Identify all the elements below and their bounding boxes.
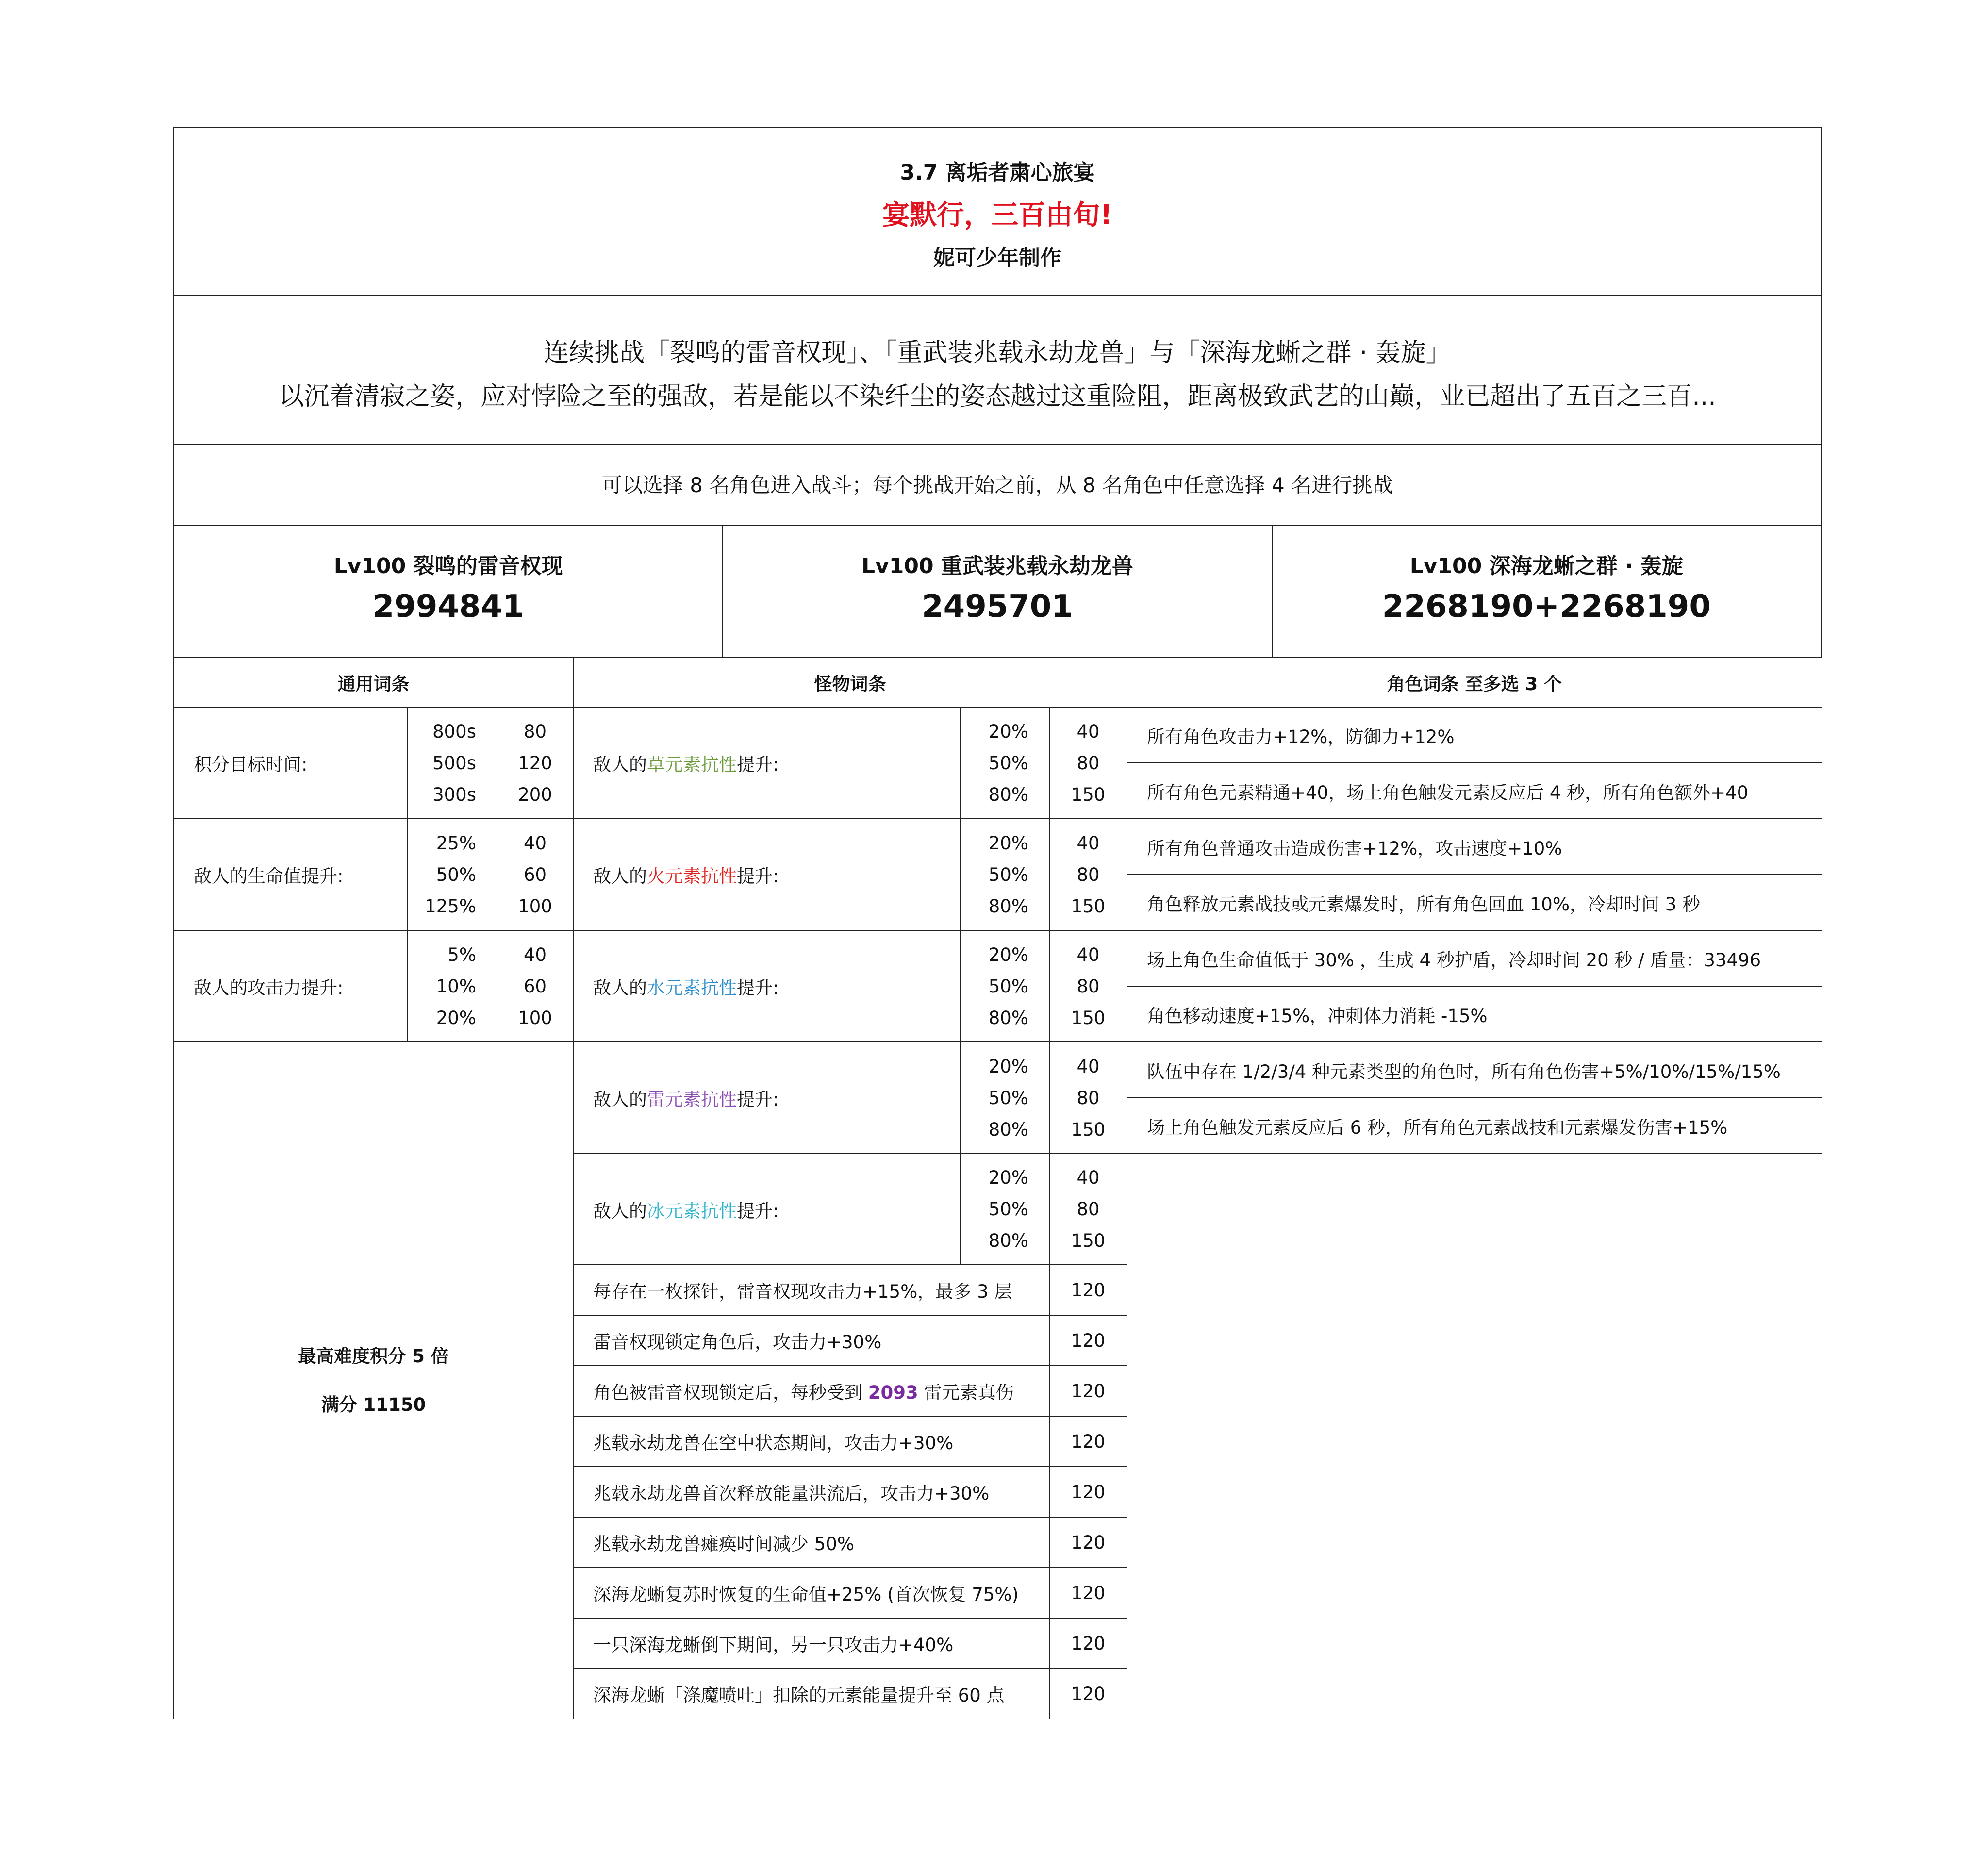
- boss-2: [722, 526, 1271, 657]
- monster-special: 深海龙蜥复苏时恢复的生命值+25% (首次恢复 75%): [573, 1568, 1049, 1618]
- monster-resist-water: 敌人的水元素抗性提升:: [573, 930, 960, 1042]
- monster-special: 深海龙蜥「涤魔喷吐」扣除的元素能量提升至 60 点: [573, 1669, 1049, 1719]
- boss-row: [173, 525, 1822, 657]
- general-points: 40 60 100: [497, 930, 573, 1042]
- monster-special: 兆载永劫龙兽瘫痪时间减少 50%: [573, 1517, 1049, 1568]
- modifier-table: [173, 657, 1822, 1719]
- intro-line-2: 以沉着清寂之姿，应对悖险之至的强敌，若是能以不染纤尘的姿态越过这重险阻，距离极致武艺的山巅，业已超出了五百之三百...: [279, 382, 1716, 411]
- monster-resist-cryo: 敌人的冰元素抗性提升:: [573, 1154, 960, 1265]
- boss-name: Lv100 重武装兆载永劫龙兽: [861, 554, 1133, 578]
- resist-points: 40 80 150: [1049, 1042, 1127, 1154]
- author: 妮可少年制作: [933, 246, 1061, 270]
- intro-line-1: 连续挑战「裂鸣的雷音权现」、「重武装兆载永劫龙兽」与「深海龙蜥之群 · 轰旋」: [544, 338, 1451, 367]
- resist-points: 40 80 150: [1049, 707, 1127, 819]
- version-title: 3.7 离垢者粛心旅宴: [900, 160, 1095, 185]
- character-buff: 队伍中存在 1/2/3/4 种元素类型的角色时，所有角色伤害+5%/10%/15%/15%: [1127, 1042, 1822, 1098]
- resist-points: 40 80 150: [1049, 930, 1127, 1042]
- general-values: 5% 10% 20%: [408, 930, 497, 1042]
- rule-text: 可以选择 8 名角色进入战斗；每个挑战开始之前，从 8 名角色中任意选择 4 名进行挑战: [173, 444, 1822, 525]
- document: [173, 127, 1822, 1719]
- resist-values: 20% 50% 80%: [960, 930, 1049, 1042]
- monster-special: 兆载永劫龙兽在空中状态期间，攻击力+30%: [573, 1416, 1049, 1467]
- character-buff: 场上角色触发元素反应后 6 秒，所有角色元素战技和元素爆发伤害+15%: [1127, 1098, 1822, 1154]
- general-points: 80 120 200: [497, 707, 573, 819]
- resist-values: 20% 50% 80%: [960, 819, 1049, 930]
- monster-special-points: 120: [1049, 1315, 1127, 1366]
- resist-values: 20% 50% 80%: [960, 1042, 1049, 1154]
- boss-3: [1272, 526, 1821, 657]
- boss-hp: 2495701: [922, 589, 1073, 625]
- damage-value: 2093: [868, 1382, 918, 1403]
- general-points: 40 60 100: [497, 819, 573, 930]
- empty-cell: [1127, 1154, 1822, 1719]
- monster-special: 每存在一枚探针，雷音权现攻击力+15%，最多 3 层: [573, 1265, 1049, 1315]
- resist-values: 20% 50% 80%: [960, 1154, 1049, 1265]
- boss-hp: 2994841: [372, 589, 524, 625]
- character-buff: 场上角色生命值低于 30% ，生成 4 秒护盾，冷却时间 20 秒 / 盾量：33496: [1127, 930, 1822, 986]
- monster-special-points: 120: [1049, 1517, 1127, 1568]
- resist-values: 20% 50% 80%: [960, 707, 1049, 819]
- monster-special-points: 120: [1049, 1467, 1127, 1517]
- score-summary: 最高难度积分 5 倍 满分 11150: [174, 1042, 573, 1719]
- monster-special: 角色被雷音权现锁定后，每秒受到 2093 雷元素真伤: [573, 1366, 1049, 1416]
- character-buff: 所有角色普通攻击造成伤害+12%，攻击速度+10%: [1127, 819, 1822, 875]
- title-block: [173, 127, 1822, 295]
- character-buff: 所有角色元素精通+40，场上角色触发元素反应后 4 秒，所有角色额外+40: [1127, 763, 1822, 819]
- boss-name: Lv100 深海龙蜥之群 · 轰旋: [1409, 554, 1683, 578]
- monster-special-points: 120: [1049, 1265, 1127, 1315]
- boss-name: Lv100 裂鸣的雷音权现: [333, 554, 563, 578]
- character-buff: 角色释放元素战技或元素爆发时，所有角色回血 10%，冷却时间 3 秒: [1127, 875, 1822, 930]
- monster-special-points: 120: [1049, 1669, 1127, 1719]
- monster-resist-electro: 敌人的雷元素抗性提升:: [573, 1042, 960, 1154]
- boss-hp: 2268190+2268190: [1382, 589, 1711, 625]
- monster-resist-grass: 敌人的草元素抗性提升:: [573, 707, 960, 819]
- general-label: 敌人的生命值提升:: [174, 819, 408, 930]
- intro-block: [173, 295, 1822, 444]
- monster-special-points: 120: [1049, 1366, 1127, 1416]
- general-values: 25% 50% 125%: [408, 819, 497, 930]
- header-character: 角色词条 至多选 3 个: [1127, 658, 1822, 707]
- monster-resist-fire: 敌人的火元素抗性提升:: [573, 819, 960, 930]
- monster-special: 雷音权现锁定角色后，攻击力+30%: [573, 1315, 1049, 1366]
- character-buff: 角色移动速度+15%，冲刺体力消耗 -15%: [1127, 986, 1822, 1042]
- boss-1: [174, 526, 722, 657]
- monster-special: 一只深海龙蜥倒下期间，另一只攻击力+40%: [573, 1618, 1049, 1669]
- general-label: 积分目标时间:: [174, 707, 408, 819]
- header-general: 通用词条: [174, 658, 573, 707]
- monster-special-points: 120: [1049, 1568, 1127, 1618]
- header-monster: 怪物词条: [573, 658, 1127, 707]
- monster-special-points: 120: [1049, 1416, 1127, 1467]
- monster-special-points: 120: [1049, 1618, 1127, 1669]
- subtitle: 宴默行，三百由旬!: [882, 199, 1112, 231]
- general-values: 800s 500s 300s: [408, 707, 497, 819]
- character-buff: 所有角色攻击力+12%，防御力+12%: [1127, 707, 1822, 763]
- monster-special: 兆载永劫龙兽首次释放能量洪流后，攻击力+30%: [573, 1467, 1049, 1517]
- general-label: 敌人的攻击力提升:: [174, 930, 408, 1042]
- resist-points: 40 80 150: [1049, 819, 1127, 930]
- resist-points: 40 80 150: [1049, 1154, 1127, 1265]
